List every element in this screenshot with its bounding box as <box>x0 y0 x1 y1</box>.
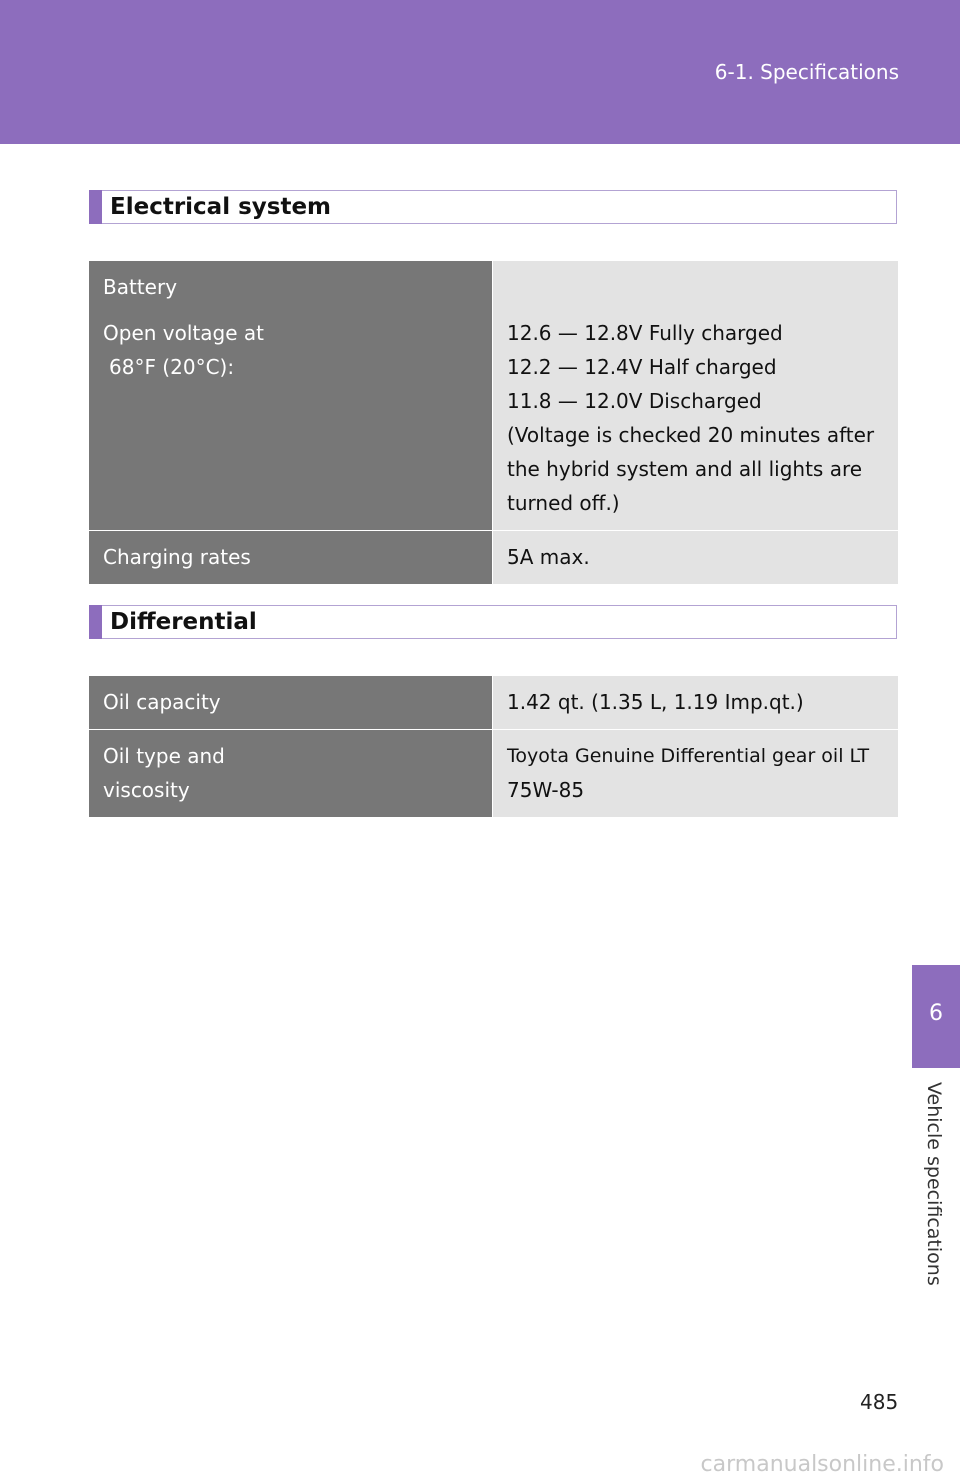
oil-type-label-line-2: viscosity <box>103 778 190 802</box>
electrical-heading-label: Electrical system <box>110 194 332 220</box>
voltage-line-1: 12.6 — 12.8V Fully charged <box>507 321 783 345</box>
chapter-side-label: Vehicle specifications <box>923 1082 945 1286</box>
table-row-battery <box>89 261 898 531</box>
oil-type-value-line-1: Toyota Genuine Differential gear oil LT <box>507 745 870 767</box>
differential-heading-label: Differential <box>110 609 257 635</box>
battery-value-cell <box>493 261 898 530</box>
differential-spec-table <box>89 676 898 818</box>
oil-capacity-value: 1.42 qt. (1.35 L, 1.19 Imp.qt.) <box>507 690 804 714</box>
voltage-line-3: 11.8 — 12.0V Discharged <box>507 389 762 413</box>
open-voltage-label: Open voltage at <box>103 321 264 345</box>
table-row-oil-capacity <box>89 676 898 730</box>
heading-accent-bar <box>89 190 102 224</box>
heading-accent-bar <box>89 605 102 639</box>
chapter-number: 6 <box>929 1001 943 1026</box>
voltage-note-line-1: (Voltage is checked 20 minutes after <box>507 423 875 447</box>
header-band <box>0 0 960 144</box>
oil-type-value-line-2: 75W-85 <box>507 778 585 802</box>
table-row-oil-type <box>89 730 898 818</box>
voltage-line-2: 12.2 — 12.4V Half charged <box>507 355 777 379</box>
oil-capacity-value-cell <box>493 676 898 729</box>
differential-section-heading <box>89 605 897 639</box>
charging-key-cell <box>89 531 493 584</box>
section-breadcrumb: 6-1. Specifications <box>714 60 899 84</box>
oil-type-key-cell <box>89 730 493 817</box>
electrical-section-heading <box>89 190 897 224</box>
oil-type-label-line-1: Oil type and <box>103 744 225 768</box>
table-row-charging <box>89 531 898 585</box>
electrical-spec-table <box>89 261 898 585</box>
battery-key-cell <box>89 261 493 530</box>
chapter-side-tab[interactable] <box>912 965 960 1068</box>
oil-type-value-cell <box>493 730 898 817</box>
battery-label: Battery <box>103 275 178 299</box>
charging-value-cell <box>493 531 898 584</box>
open-voltage-temp-label: 68°F (20°C): <box>109 355 235 379</box>
oil-capacity-label: Oil capacity <box>103 690 221 714</box>
page-number: 485 <box>860 1390 899 1414</box>
watermark-text: carmanualsonline.info <box>700 1452 944 1477</box>
voltage-note-line-3: turned off.) <box>507 491 620 515</box>
oil-capacity-key-cell <box>89 676 493 729</box>
charging-value: 5A max. <box>507 545 590 569</box>
charging-label: Charging rates <box>103 545 251 569</box>
voltage-note-line-2: the hybrid system and all lights are <box>507 457 863 481</box>
